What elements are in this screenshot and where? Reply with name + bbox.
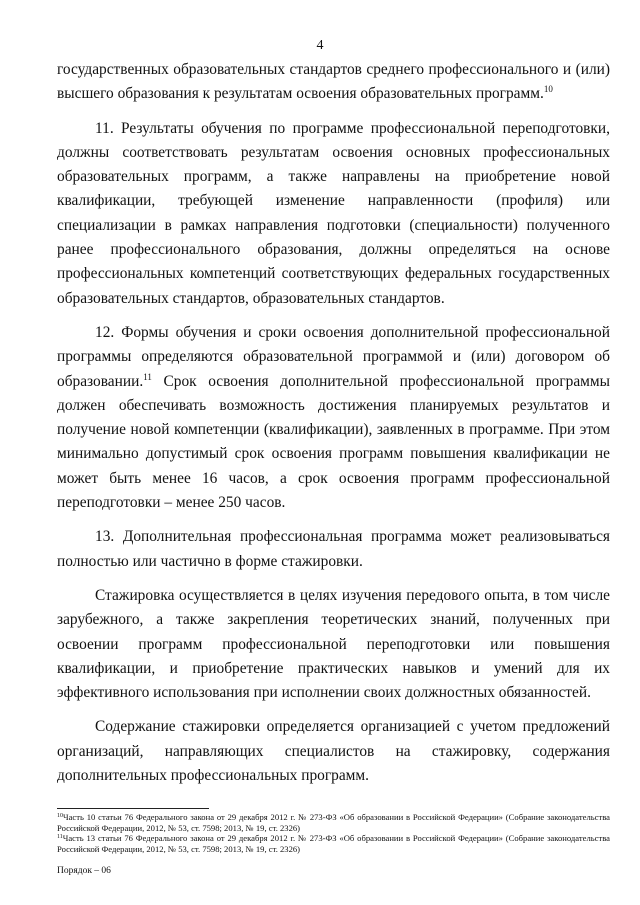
footnote-mark: 11 [57, 834, 63, 841]
paragraph-internship: Стажировка осуществляется в целях изучения передового опыта, в том числе зарубежного, а также закрепления теоретических знаний, полученных при освоении программ профессиональной переподготовки или повышения квалификации, и приобретение практических навыков и умений для их эффективного использования при исполнении своих должностных обязанностей. [57, 586, 610, 702]
paragraph-12 [57, 321, 610, 515]
footnote-10 [57, 812, 610, 833]
page-number: 4 [316, 38, 324, 53]
paragraph-text: государственных образовательных стандартов среднего профессионального и (или) высшего образования к результатам освоения образовательных программ. [57, 61, 610, 103]
footnote-ref-10: 10 [543, 84, 553, 95]
footnote-ref-11: 11 [143, 371, 152, 382]
paragraph-11: 11. Результаты обучения по программе профессиональной переподготовки, должны соответствовать результатам освоения основных профессиональных образовательных программ, а также направлены на приобретение новой квалификации, требующей изменение направленности (профиля) или специализации в рамках направления подготовки (специальности) полученного ранее профессионального образования, должны определяться на основе профессиональных компетенций соответствующих федеральных государственных образовательных стандартов, образовательных стандартов. [57, 119, 610, 307]
footnote-11 [57, 833, 610, 854]
paragraph-internship-content: Содержание стажировки определяется организацией с учетом предложений организаций, направляющих специалистов на стажировку, содержания дополнительных профессиональных программ. [57, 718, 610, 785]
footnote-divider [57, 808, 209, 809]
footnote-mark: 10 [57, 813, 63, 819]
footnotes [57, 812, 610, 854]
paragraph-text: 12. Формы обучения и сроки освоения дополнительной профессиональной программы определяются образовательной программой и (или) договором об образовании. [57, 323, 610, 390]
body-text [57, 58, 610, 788]
paragraph-13: 13. Дополнительная профессиональная программа может реализовываться полностью или частично в форме стажировки. [57, 528, 610, 570]
paragraph-continuation [57, 58, 610, 107]
footnote-text: Часть 10 статьи 76 Федерального закона от 29 декабря 2012 г. № 273-ФЗ «Об образовании в Российской Федерации» (Собрание законодательства Российской Федерации, 2012, № 53, ст. 7598; 2013, № 19, ст. 2326) [57, 812, 610, 833]
footnote-text: Часть 13 статьи 76 Федерального закона от 29 декабря 2012 г. № 273-ФЗ «Об образовании в Российской Федерации» (Собрание законодательства Российской Федерации, 2012, № 53, ст. 7598; 2013, № 19, ст. 2326) [57, 833, 610, 854]
paragraph-text: Срок освоения дополнительной профессиональной программы должен обеспечивать возможность достижения планируемых результатов и получение новой компетенции (квалификации), заявленных в программе. При этом минимально допустимый срок освоения программ повышения квалификации не может быть менее 16 часов, а срок освоения программ профессиональной переподготовки – менее 250 часов. [57, 372, 610, 512]
page-footer: Порядок – 06 [57, 866, 111, 876]
